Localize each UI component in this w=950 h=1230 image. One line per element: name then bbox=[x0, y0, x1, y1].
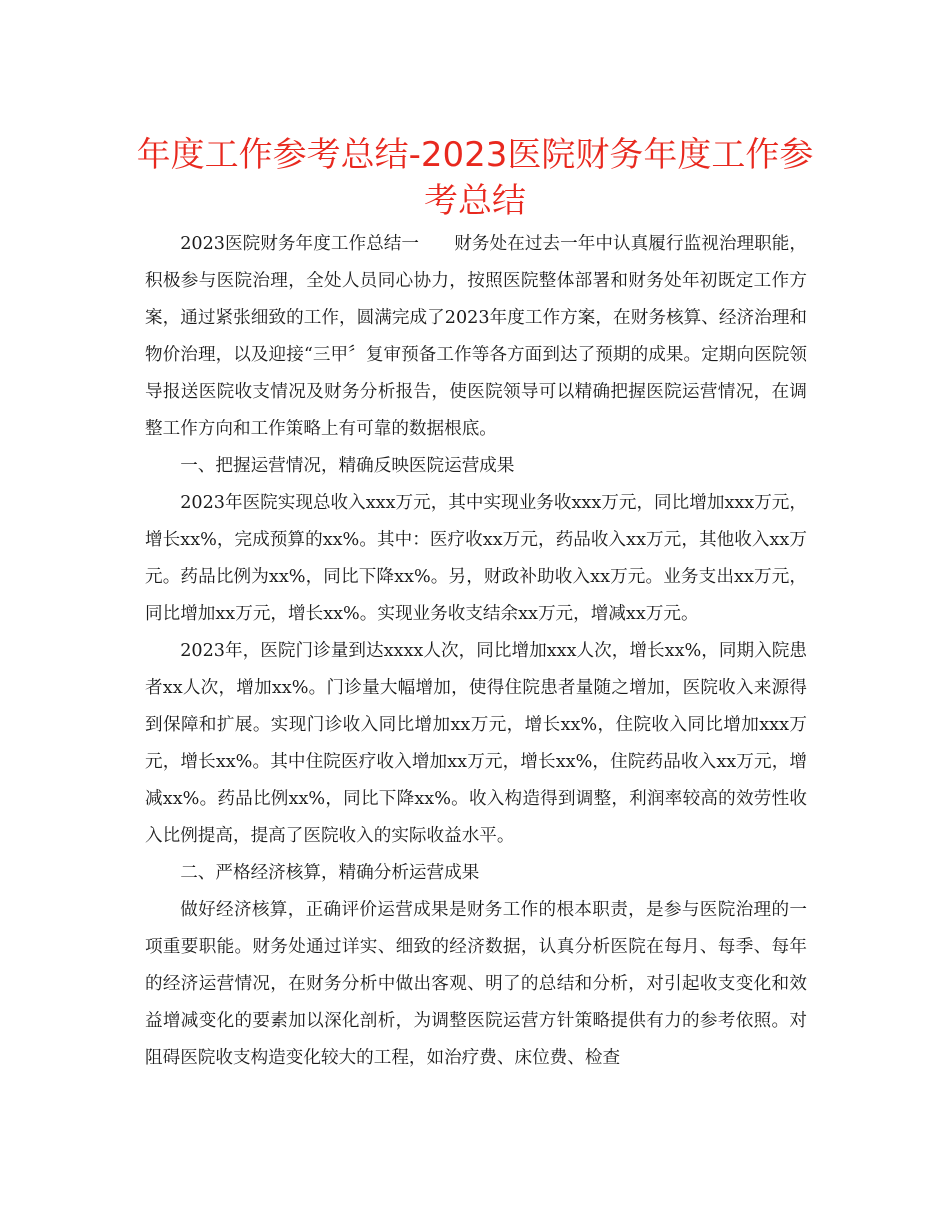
paragraph-outpatient: 2023年，医院门诊量到达xxxx人次，同比增加xxx人次，增长xx%，同期入院患者xx人次，增加xx%。门诊量大幅增加，使得住院患者量随之增加，医院收入来源得到保障和扩展。实现门诊收入同比增加xx万元，增长xx%，住院收入同比增加xxx万元，增长xx%。其中住院医疗收入增加xx万元，增长xx%，住院药品收入xx万元，增减xx%。药品比例xx%，同比下降xx%。收入构造得到调整，利润率较高的效劳性收入比例提高，提高了医院收入的实际收益水平。 bbox=[145, 641, 807, 846]
document-body bbox=[145, 226, 807, 1077]
paragraph-revenue: 2023年医院实现总收入xxx万元，其中实现业务收xxx万元，同比增加xxx万元，增长xx%，完成预算的xx%。其中：医疗收xx万元，药品收入xx万元，其他收入xx万元。药品比例为xx%，同比下降xx%。另，财政补助收入xx万元。业务支出xx万元，同比增加xx万元，增长xx%。实现业务收支结余xx万元，增减xx万元。 bbox=[145, 493, 807, 624]
section-heading-2: 二、严格经济核算，精确分析运营成果 bbox=[180, 863, 480, 883]
paragraph-accounting: 做好经济核算，正确评价运营成果是财务工作的根本职责，是参与医院治理的一项重要职能。财务处通过详实、细致的经济数据，认真分析医院在每月、每季、每年的经济运营情况，在财务分析中做出客观、明了的总结和分析，对引起收支变化和效益增减变化的要素加以深化剖析，为调整医院运营方针策略提供有力的参考依照。对阻碍医院收支构造变化较大的工程，如治疗费、床位费、检查 bbox=[145, 900, 807, 1068]
section-heading-1: 一、把握运营情况，精确反映医院运营成果 bbox=[180, 456, 515, 476]
document-title: 年度工作参考总结-2023医院财务年度工作参考总结 bbox=[136, 135, 814, 221]
paragraph-intro: 2023医院财务年度工作总结一 财务处在过去一年中认真履行监视治理职能，积极参与医院治理，全处人员同心协力，按照医院整体部署和财务处年初既定工作方案，通过紧张细致的工作，圆满完成了2023年度工作方案，在财务核算、经济治理和物价治理，以及迎接“三甲〞复审预备工作等各方面到达了预期的成果。定期向医院领导报送医院收支情况及财务分析报告，使医院领导可以精确把握医院运营情况，在调整工作方向和工作策略上有可靠的数据根底。 bbox=[145, 234, 807, 439]
